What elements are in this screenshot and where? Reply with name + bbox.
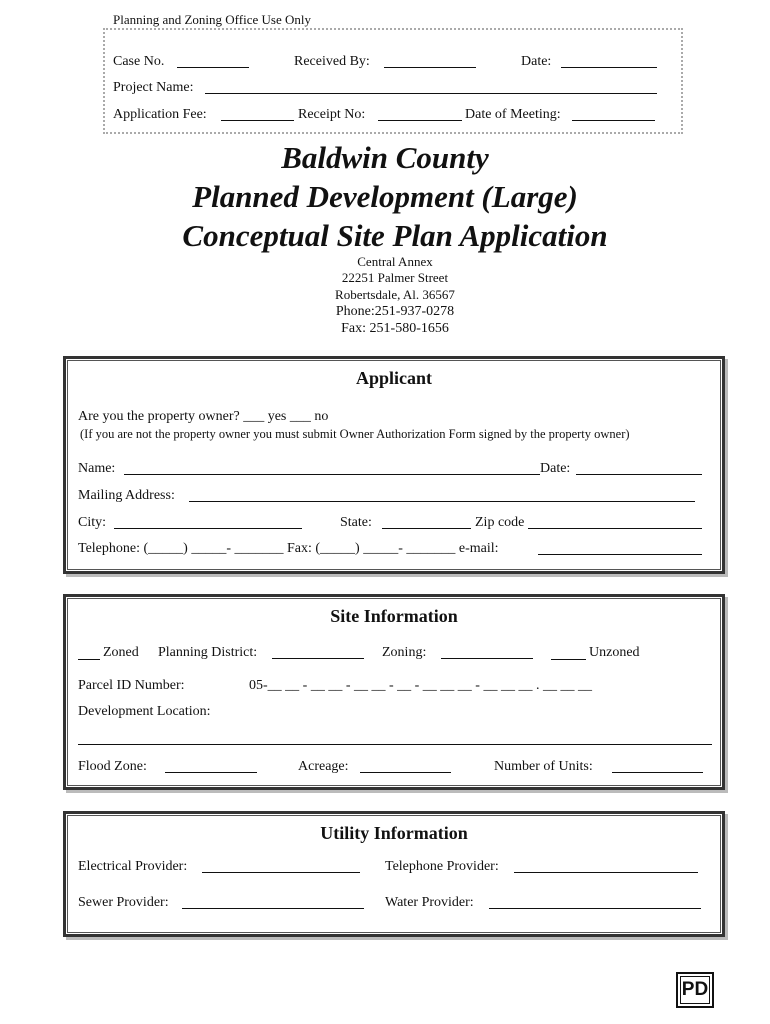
received-by-field[interactable] <box>384 67 476 68</box>
received-by-label: Received By: <box>294 54 370 69</box>
date-of-meeting-label: Date of Meeting: <box>465 107 561 122</box>
address-line-1: Central Annex <box>357 254 433 269</box>
number-of-units-label: Number of Units: <box>494 759 593 774</box>
zoning-label: Zoning: <box>382 645 427 660</box>
pd-badge: PD <box>676 972 714 1008</box>
case-no-label: Case No. <box>113 54 165 69</box>
zip-code-field[interactable] <box>528 528 702 529</box>
electrical-provider-label: Electrical Provider: <box>78 859 188 874</box>
telephone-provider-field[interactable] <box>514 872 698 873</box>
site-information-title: Site Information <box>330 606 458 626</box>
utility-information-title: Utility Information <box>320 823 468 843</box>
phone-number: Phone:251-937-0278 <box>335 304 455 319</box>
application-fee-label: Application Fee: <box>113 107 207 122</box>
sewer-provider-field[interactable] <box>182 908 364 909</box>
acreage-field[interactable] <box>360 772 451 773</box>
address-line-3: Robertsdale, Al. 36567 <box>335 287 455 302</box>
address-line-2: 22251 Palmer Street <box>341 270 449 285</box>
office-use-label: Planning and Zoning Office Use Only <box>113 12 311 27</box>
parcel-id-field[interactable]: 05-__ __ - __ __ - __ __ - __ - __ __ __ - __ __ __ . __ __ __ <box>249 678 592 693</box>
zoned-label: Zoned <box>103 645 139 660</box>
applicant-date-field[interactable] <box>576 474 702 475</box>
telephone-fax-line[interactable]: Telephone: (_____) _____- _______ Fax: (_____) _____- _______ e-mail: <box>78 541 499 556</box>
city-field[interactable] <box>114 528 302 529</box>
flood-zone-field[interactable] <box>165 772 257 773</box>
date-of-meeting-field[interactable] <box>572 120 655 121</box>
telephone-provider-label: Telephone Provider: <box>385 859 499 874</box>
owner-question: Are you the property owner? ___ yes ___ no <box>78 409 329 424</box>
planning-district-label: Planning District: <box>158 645 258 660</box>
mailing-address-label: Mailing Address: <box>78 488 175 503</box>
sewer-provider-label: Sewer Provider: <box>78 895 169 910</box>
receipt-no-field[interactable] <box>378 120 462 121</box>
title-county: Baldwin County <box>281 140 489 175</box>
title-application-name: Conceptual Site Plan Application <box>182 218 608 253</box>
state-label: State: <box>340 515 372 530</box>
zip-code-label: Zip code <box>475 515 525 530</box>
number-of-units-field[interactable] <box>612 772 703 773</box>
water-provider-label: Water Provider: <box>385 895 474 910</box>
water-provider-field[interactable] <box>489 908 701 909</box>
flood-zone-label: Flood Zone: <box>78 759 147 774</box>
unzoned-checkbox[interactable] <box>551 659 586 660</box>
zoning-field[interactable] <box>441 658 533 659</box>
project-name-label: Project Name: <box>113 80 194 95</box>
parcel-id-label: Parcel ID Number: <box>78 678 185 693</box>
applicant-section-title: Applicant <box>355 368 433 388</box>
case-no-field[interactable] <box>177 67 249 68</box>
planning-district-field[interactable] <box>272 658 364 659</box>
electrical-provider-field[interactable] <box>202 872 360 873</box>
development-location-field[interactable] <box>78 744 712 745</box>
project-name-field[interactable] <box>205 93 657 94</box>
development-location-label: Development Location: <box>78 704 211 719</box>
office-date-label: Date: <box>521 54 552 69</box>
mailing-address-field[interactable] <box>189 501 695 502</box>
email-field[interactable] <box>538 554 702 555</box>
zoned-checkbox[interactable] <box>78 659 100 660</box>
applicant-date-label: Date: <box>540 461 571 476</box>
office-date-field[interactable] <box>561 67 657 68</box>
owner-note: (If you are not the property owner you must submit Owner Authorization Form signed by the property owner) <box>80 427 630 441</box>
receipt-no-label: Receipt No: <box>298 107 366 122</box>
title-application-type: Planned Development (Large) <box>192 179 578 214</box>
unzoned-label: Unzoned <box>589 645 640 660</box>
state-field[interactable] <box>382 528 471 529</box>
application-fee-field[interactable] <box>221 120 294 121</box>
fax-number: Fax: 251-580-1656 <box>341 321 449 336</box>
acreage-label: Acreage: <box>298 759 349 774</box>
applicant-name-field[interactable] <box>124 474 540 475</box>
applicant-name-label: Name: <box>78 461 116 476</box>
city-label: City: <box>78 515 107 530</box>
